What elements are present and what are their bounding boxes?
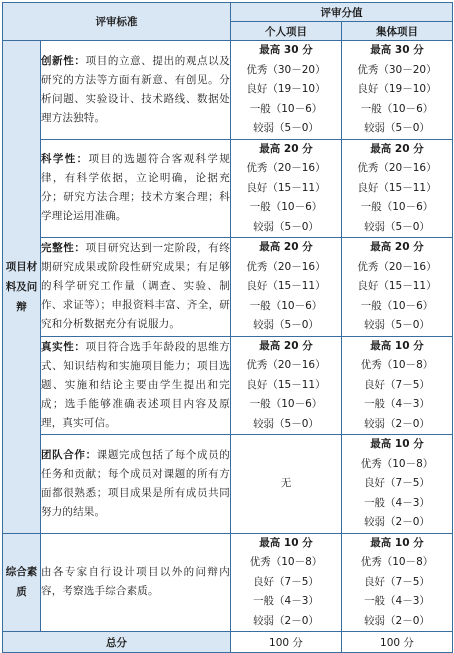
score-level: 一般（10－6） [360,102,434,115]
collective-header: 集体项目 [342,22,453,41]
criterion-keyword: 创新性： [41,54,86,67]
score-level: 一般（4－3） [364,398,430,410]
max-score: 最高 10 分 [259,536,313,549]
criterion-text: 项目研究达到一定阶段，有终期研究成果或阶段性研究成果；有足够的科学研究工作量（调查、实验、制作、求证等）；申报资料丰富、齐全，研究和分析数据充分有说服力。 [41,242,230,331]
score-level: 较弱（5－0） [253,122,319,134]
criterion-description [41,435,231,534]
score-level: 较弱（2－0） [364,614,430,627]
criterion-text: 项目符合选手年龄段的思维方式、知识结构和实施项目能力；项目选题、实施和结论主要由学生提出和完成；选手能够准确表述项目内容及原理，真实可信。 [41,340,230,429]
criterion-keyword: 完整性： [41,242,86,255]
score-level: 优秀（30－20） [246,63,326,76]
criterion-description [41,238,231,337]
score-level: 一般（10－6） [249,398,323,410]
criterion-keyword: 团队合作： [41,448,97,461]
score-level: 良好（15－11） [246,280,326,292]
individual-score-cell [231,533,342,632]
total-label: 总分 [3,632,231,653]
individual-score-cell [231,41,342,140]
score-level: 优秀（20－16） [246,359,326,371]
criterion-row-authenticity [3,336,453,435]
score-level: 一般（4－3） [364,496,430,509]
score-level: 较弱（5－0） [364,122,430,134]
max-score: 最高 30 分 [259,44,313,56]
category-project: 项目材料及问辩 [3,41,41,534]
score-level: 一般（10－6） [360,299,434,312]
max-score: 最高 10 分 [370,438,424,450]
score-level: 优秀（20－16） [246,162,326,174]
score-level: 一般（10－6） [249,201,323,213]
score-level: 良好（7－5） [253,575,319,588]
criterion-description [41,336,231,435]
total-row [3,632,453,653]
collective-score-cell [342,238,453,337]
criterion-text: 课题完成包括了每个成员的任务和贡献；每个成员对课题的所有方面都很熟悉；项目成果是所有成员共同努力的结果。 [41,448,230,518]
score-level: 优秀（10－8） [360,556,434,568]
criterion-keyword: 真实性： [41,340,86,353]
score-group-header: 评审分值 [231,3,453,22]
max-score: 最高 20 分 [259,241,313,253]
individual-score-cell [231,238,342,337]
collective-score-cell [342,533,453,632]
score-level: 良好（7－5） [364,378,430,391]
scoring-table [2,2,453,653]
collective-score-cell [342,336,453,435]
individual-score-cell [231,139,342,238]
collective-score-cell [342,435,453,534]
score-level: 一般（10－6） [360,201,434,213]
score-level: 较弱（2－0） [253,614,319,627]
score-level: 优秀（30－20） [357,63,437,76]
score-level: 一般（10－6） [249,102,323,115]
score-level: 良好（15－11） [246,378,326,391]
score-level: 一般（4－3） [364,595,430,607]
collective-score-cell [342,139,453,238]
criterion-row-teamwork [3,435,453,534]
score-level: 良好（19－10） [246,83,326,95]
score-level: 较弱（5－0） [364,319,430,331]
criterion-description [41,139,231,238]
score-level: 良好（15－11） [357,280,437,292]
max-score: 最高 20 分 [259,339,313,352]
total-collective: 100 分 [342,632,453,653]
score-level: 较弱（5－0） [253,417,319,430]
max-score: 最高 20 分 [259,142,313,155]
max-score: 最高 10 分 [370,536,424,549]
individual-score-cell [231,336,342,435]
score-level: 良好（15－11） [246,181,326,194]
score-level: 良好（15－11） [357,181,437,194]
max-score: 最高 10 分 [370,339,424,352]
score-level: 良好（7－5） [364,575,430,588]
max-score: 最高 20 分 [370,142,424,155]
score-level: 一般（10－6） [249,299,323,312]
score-level: 优秀（10－8） [360,457,434,470]
score-level: 较弱（5－0） [364,220,430,233]
criterion-row-innovation [3,41,453,140]
max-score: 最高 30 分 [370,44,424,56]
score-level: 优秀（10－8） [249,556,323,568]
individual-score-none: 无 [231,435,342,534]
criterion-row-overall [3,533,453,632]
criterion-text: 项目的立意、提出的观点以及研究的方法等方面有新意、有创见。分析问题、实验设计、技术路线、数据处理方法独特。 [41,54,230,124]
score-level: 良好（19－10） [357,83,437,95]
criterion-description [41,41,231,140]
score-level: 较弱（2－0） [364,516,430,528]
max-score: 最高 20 分 [370,241,424,253]
score-level: 较弱（5－0） [253,319,319,331]
category-overall: 综合素质 [3,533,41,632]
individual-header: 个人项目 [231,22,342,41]
criteria-header: 评审标准 [3,3,231,41]
score-level: 较弱（2－0） [364,417,430,430]
score-level: 优秀（20－16） [357,162,437,174]
criterion-keyword: 科学性： [41,153,89,166]
collective-score-cell [342,41,453,140]
score-level: 优秀（20－16） [246,260,326,273]
total-individual: 100 分 [231,632,342,653]
criterion-description: 由各专家自行设计项目以外的问辩内容，考察选手综合素质。 [41,533,231,632]
criterion-text: 项目的选题符合客观科学规律，有科学依据，立论明确，论据充分；研究方法合理；技术方案合理；科学理论运用准确。 [41,153,230,223]
score-level: 良好（7－5） [364,477,430,489]
criterion-row-science [3,139,453,238]
score-level: 优秀（20－16） [357,260,437,273]
criterion-row-completeness [3,238,453,337]
score-level: 较弱（5－0） [253,220,319,233]
score-level: 优秀（10－8） [360,359,434,371]
score-level: 一般（4－3） [253,595,319,607]
